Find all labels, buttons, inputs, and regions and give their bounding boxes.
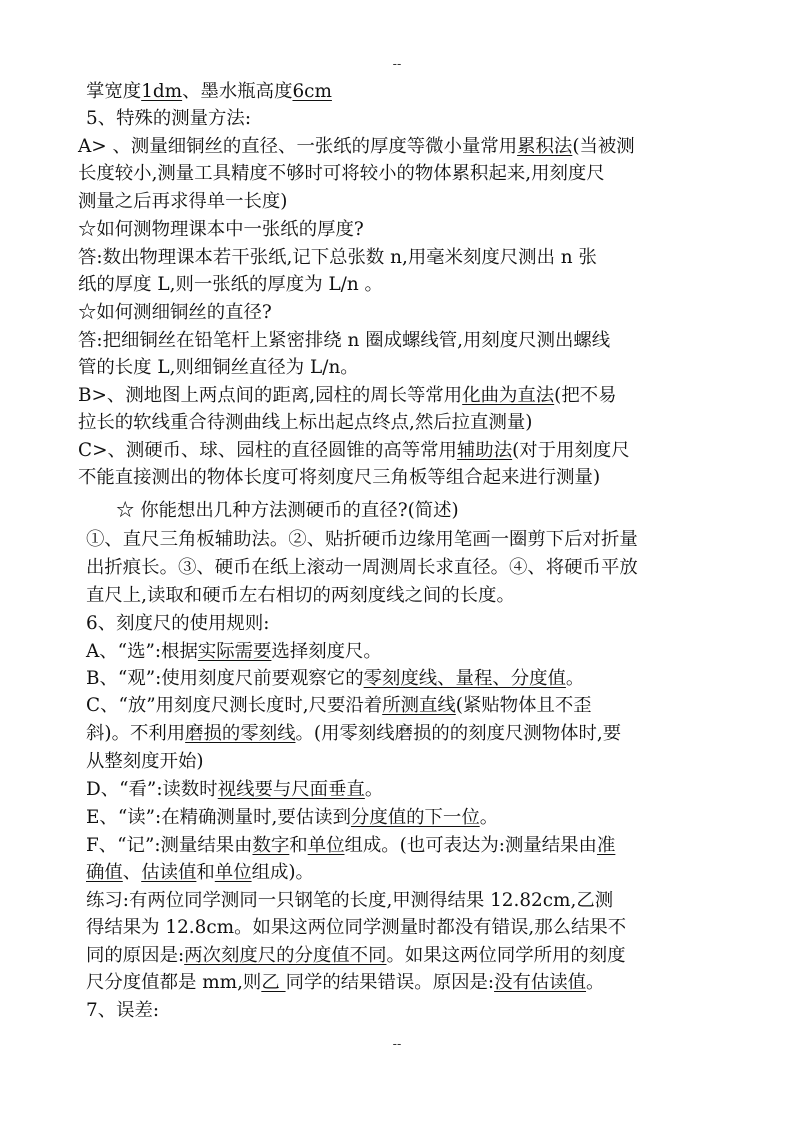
text-line — [86, 106, 251, 132]
text-segment: ①、直尺三角板辅助法。②、贴折硬币边缘用笔画一圈剪下后对折量 — [86, 529, 638, 550]
text-segment: 和 — [196, 862, 215, 883]
text-segment: 从整刻度开始) — [86, 751, 204, 772]
text-line — [78, 355, 359, 381]
text-segment: 答:数出物理课本若干张纸,记下总张数 n,用毫米刻度尺测出 n 张 — [78, 247, 597, 268]
underlined-text: 两次刻度尺的分度值不同 — [184, 945, 387, 966]
underlined-text: 实际需要 — [197, 641, 272, 662]
text-line — [78, 328, 610, 354]
text-line — [78, 161, 605, 187]
underlined-text: 乙 — [261, 972, 286, 993]
text-segment: 答:把细铜丝在铅笔杆上紧密排绕 n 圈成螺线管,用刻度尺测出螺线 — [78, 330, 611, 351]
text-line — [78, 438, 630, 464]
text-line — [86, 777, 383, 803]
underlined-text: 零刻度线、量程、分度值 — [363, 668, 566, 689]
text-segment: 选择刻度尺。 — [271, 641, 382, 662]
text-line — [86, 639, 382, 665]
text-segment: 掌宽度 — [86, 81, 142, 102]
text-line — [86, 611, 269, 637]
underlined-text: 分度值的下一位 — [350, 807, 480, 828]
text-segment: 6、刻度尺的使用规则: — [86, 613, 270, 634]
page-header-mark: -- — [392, 56, 402, 71]
underlined-text: 化曲为直法 — [462, 385, 555, 406]
text-segment: A> 、测量细铜丝的直径、一张纸的厚度等微小量常用 — [78, 136, 518, 157]
text-line — [86, 527, 638, 553]
underlined-text: 辅助法 — [456, 440, 513, 461]
text-segment: E、“读”:在精确测量时,要估读到 — [86, 807, 351, 828]
underlined-text: 磨损的零刻线 — [185, 723, 296, 744]
underlined-text: 6cm — [292, 81, 332, 102]
underlined-text: 确值 — [86, 862, 123, 883]
text-segment: 尺分度值都是 mm,则 — [86, 972, 262, 993]
text-line — [78, 272, 383, 298]
text-segment: 、墨水瓶高度 — [182, 81, 293, 102]
text-line — [78, 217, 364, 243]
text-segment: 5、特殊的测量方法: — [86, 108, 252, 129]
underlined-text: 准 — [596, 835, 616, 856]
text-line — [86, 888, 613, 914]
text-line — [86, 860, 314, 886]
text-line — [78, 410, 532, 436]
text-segment: 直尺上,读取和硬币左右相切的两刻度线之间的长度。 — [86, 585, 515, 606]
page-footer-mark: -- — [392, 1036, 402, 1051]
text-line — [86, 749, 204, 775]
text-line — [86, 943, 626, 969]
text-line — [86, 998, 159, 1024]
text-line — [86, 555, 638, 581]
text-segment: (对于用刻度尺 — [512, 440, 630, 461]
text-segment: 同的原因是: — [86, 945, 185, 966]
text-segment: 、 — [122, 862, 142, 883]
underlined-text: 视线要与尺面垂直 — [217, 779, 365, 800]
text-line — [86, 79, 332, 105]
text-line — [116, 498, 459, 524]
text-segment: 。如果这两位同学所用的刻度 — [386, 945, 626, 966]
text-segment: 管的长度 L,则细铜丝直径为 L/n。 — [78, 357, 359, 378]
text-line — [86, 970, 604, 996]
underlined-text: 单位 — [307, 835, 345, 856]
underlined-text: 1dm — [141, 81, 183, 102]
text-segment: 同学的结果错误。原因是: — [285, 972, 495, 993]
text-line — [86, 805, 498, 831]
text-segment: 组成)。 — [251, 862, 314, 883]
text-line — [78, 134, 635, 160]
underlined-text: 单位 — [214, 862, 252, 883]
text-segment: ☆如何测细铜丝的直径? — [78, 302, 272, 323]
text-line — [78, 465, 600, 491]
text-segment: 7、误差: — [86, 1000, 160, 1021]
underlined-text: 估读值 — [141, 862, 197, 883]
underlined-text: 所测直线 — [382, 695, 456, 716]
text-segment: D、“看”:读数时 — [86, 779, 218, 800]
text-segment: A、“选”:根据 — [86, 641, 198, 662]
text-segment: F、“记”:测量结果由 — [86, 835, 253, 856]
text-segment: 练习:有两位同学测同一只钢笔的长度,甲测得结果 12.82cm,乙测 — [86, 890, 614, 911]
text-segment: 测量之后再求得单一长度) — [78, 191, 288, 212]
text-segment: 。 — [586, 972, 605, 993]
underlined-text: 数字 — [252, 835, 290, 856]
text-segment: ☆如何测物理课本中一张纸的厚度? — [78, 219, 364, 240]
text-segment: 拉长的软线重合待测曲线上标出起点终点,然后拉直测量) — [78, 412, 533, 433]
text-line — [86, 693, 592, 719]
text-segment: 。(用零刻线磨损的的刻度尺测物体时,要 — [295, 723, 622, 744]
text-line — [78, 300, 272, 326]
text-segment: 出折痕长。③、硬币在纸上滚动一周测周长求直径。④、将硬币平放 — [86, 557, 638, 578]
text-segment: 组成。(也可表达为:测量结果由 — [344, 835, 597, 856]
text-segment: 纸的厚度 L,则一张纸的厚度为 L/n 。 — [78, 274, 383, 295]
text-segment: 不能直接测出的物体长度可将刻度尺三角板等组合起来进行测量) — [78, 467, 601, 488]
text-segment: (当被测 — [572, 136, 635, 157]
text-segment: 。 — [479, 807, 499, 828]
text-segment: 。 — [364, 779, 384, 800]
underlined-text: 累积法 — [517, 136, 573, 157]
text-segment: C>、测硬币、球、园柱的直径圆锥的高等常用 — [78, 440, 457, 461]
text-segment: 。 — [565, 668, 585, 689]
text-segment: B>、测地图上两点间的距离,园柱的周长等常用 — [78, 385, 463, 406]
text-segment: 长度较小,测量工具精度不够时可将较小的物体累积起来,用刻度尺 — [78, 163, 605, 184]
text-line — [78, 383, 617, 409]
text-segment: C、“放”用刻度尺测长度时,尺要沿着 — [86, 695, 383, 716]
text-segment: 斜)。不利用 — [86, 723, 186, 744]
underlined-text: 没有估读值 — [494, 972, 587, 993]
text-segment: 和 — [289, 835, 308, 856]
text-line — [78, 245, 597, 271]
text-segment: (把不易 — [554, 385, 617, 406]
text-line — [86, 666, 584, 692]
text-segment: 得结果为 12.8cm。如果这两位同学测量时都没有错误,那么结果不 — [86, 917, 627, 938]
text-segment: ☆ 你能想出几种方法测硬币的直径?(简述) — [116, 500, 459, 521]
text-line — [86, 721, 621, 747]
text-segment: B、“观”:使用刻度尺前要观察它的 — [86, 668, 364, 689]
text-line — [86, 583, 515, 609]
text-line — [86, 915, 626, 941]
text-line — [78, 189, 287, 215]
text-line — [86, 833, 615, 859]
text-segment: (紧贴物体且不歪 — [455, 695, 592, 716]
